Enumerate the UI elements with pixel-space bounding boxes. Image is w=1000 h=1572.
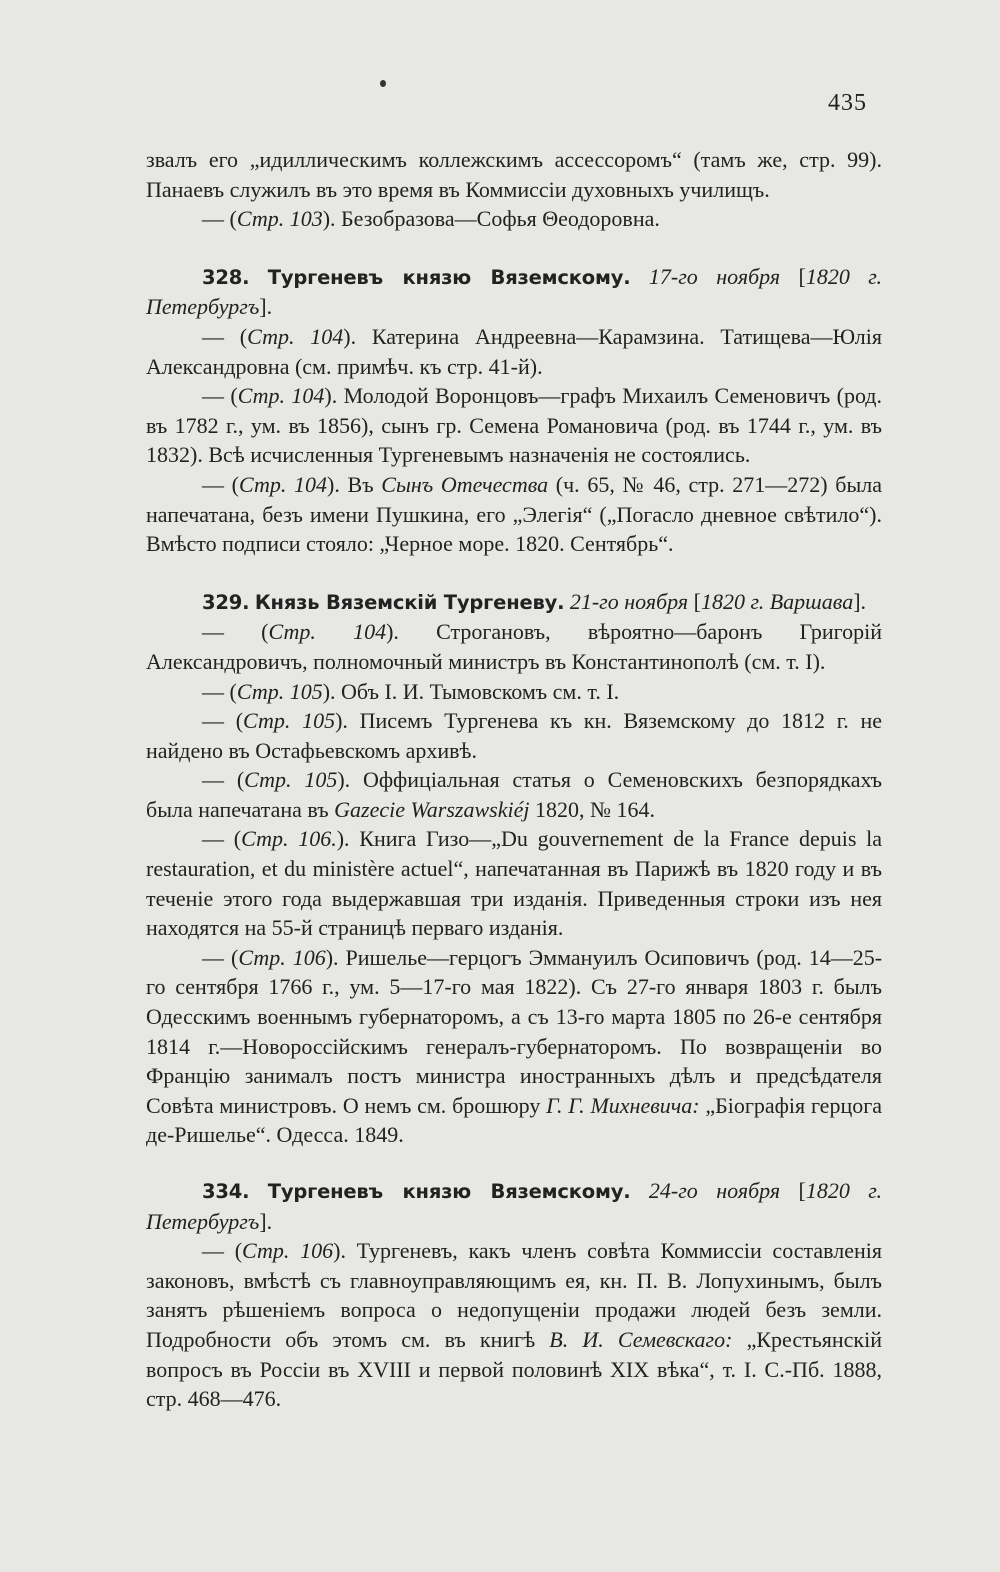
note-329-6: — (Стр. 106). Ришелье—герцогъ Эммануилъ Осиповичъ (род. 14—25-го сентября 1766 г., ум. 5—17-го мая 1822). Съ 27-го января 1803 г. былъ Одесскимъ военнымъ губернаторомъ, а съ 13-го марта 1805 по 26-е сентября 1814 г.—Новороссійскимъ генералъ-губернаторомъ. По возвращеніи во Францію занималъ постъ министра иностранныхъ дѣлъ и предсѣдателя Совѣта министровъ. О немъ см. брошюру Г. Г. Михневича: „Біографія герцога де-Ришелье“. Одесса. 1849.	[146, 944, 883, 1148]
note-334-1: — (Стр. 106). Тургеневъ, какъ членъ совѣта Коммиссіи составленія законовъ, вмѣстѣ съ главноуправляющимъ ея, кн. П. В. Лопухинымъ, былъ занятъ рѣшеніемъ вопроса о недопущеніи продажи людей безъ земли. Подробности объ этомъ см. въ книгѣ В. И. Семевскаго: „Крестьянскій вопросъ въ Россіи въ XVIII и первой половинѣ XIX вѣка“, т. I. С.-Пб. 1888, стр. 468—476.	[146, 1238, 882, 1412]
note-328-2: — (Стр. 104). Молодой Воронцовъ—графъ Михаилъ Семеновичъ (род. въ 1782 г., ум. въ 1856), сынъ гр. Семена Романовича (род. въ 1744 г., ум. въ 1832). Всѣ исчисленныя Тургеневымъ назначенія не состоялись.	[146, 383, 883, 468]
intro-note: — (Стр. 103). Безобразова—Софья Θеодоровна.	[202, 206, 660, 232]
note-329-1: — (Стр. 104). Строгановъ, вѣроятно—баронъ Григорій Александровичъ, полномочный министръ въ Константинополѣ (см. т. I).	[146, 619, 882, 674]
note-329-3: — (Стр. 105). Писемъ Тургенева къ кн. Вяземскому до 1812 г. не найдено въ Остафьевскомъ архивѣ.	[146, 708, 883, 763]
letter-heading-328: 328. Тургеневъ князю Вяземскому. 17-го ноября [1820 г. Петербургъ].	[146, 263, 883, 320]
page-body	[146, 145, 882, 1414]
letter-heading-329: 329. Князь Вяземскій Тургеневу. 21-го ноября [1820 г. Варшава].	[202, 588, 867, 614]
ink-speck	[380, 80, 386, 87]
letter-heading-334: 334. Тургеневъ князю Вяземскому. 24-го ноября [1820 г. Петербургъ].	[146, 1178, 883, 1234]
note-329-2: — (Стр. 105). Объ I. И. Тымовскомъ см. т. I.	[202, 678, 620, 704]
note-329-4: — (Стр. 105). Оффиціальная статья о Семеновскихъ безпорядкахъ была напечатана въ Gazecie Warszawskiéj 1820, № 164.	[146, 767, 883, 822]
note-328-3: — (Стр. 104). Въ Сынъ Отечества (ч. 65, № 46, стр. 271—272) была напечатана, безъ имени Пушкина, его „Элегія“ („Погасло дневное свѣтило“). Вмѣсто подписи стояло: „Черное море. 1820. Сентябрь“.	[146, 471, 882, 557]
note-329-5: — (Стр. 106.). Книга Гизо—„Du gouvernement de la France depuis la restauration, et du ministère actuel“, напечатанная въ Парижѣ въ 1820 году и въ теченіе этого года выдержавшая три изданія. Приведенныя строки изъ нея находятся на 55-й страницѣ перваго изданія.	[146, 826, 883, 941]
note-328-1: — (Стр. 104). Катерина Андреевна—Карамзина. Татищева—Юлія Александровна (см. примѣч. къ стр. 41-й).	[146, 323, 882, 379]
intro-paragraph: звалъ его „идиллическимъ коллежскимъ ассессоромъ“ (тамъ же, стр. 99). Панаевъ служилъ въ это время въ Коммиссіи духовныхъ училищъ.	[146, 147, 882, 202]
page-number: 435	[828, 90, 867, 116]
